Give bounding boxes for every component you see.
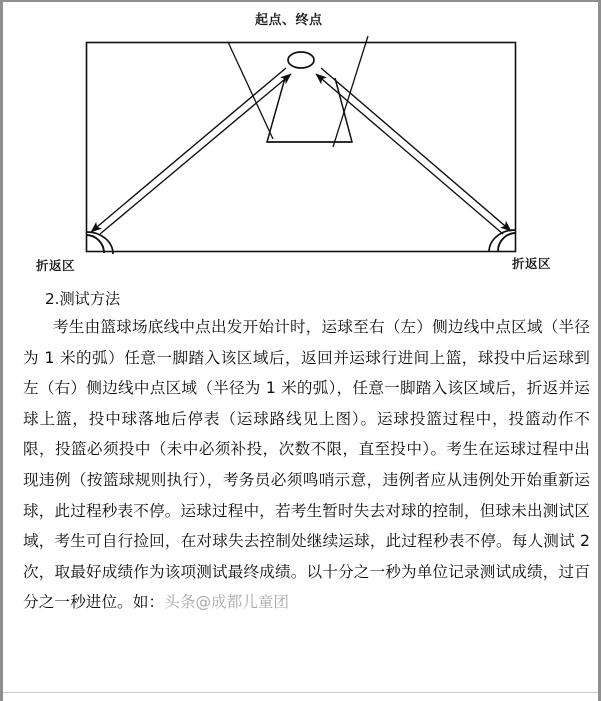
site-watermark: 头条@成都儿童团	[164, 593, 290, 612]
right-path-down-arrow	[321, 68, 511, 231]
section-heading: 2.测试方法	[45, 290, 121, 308]
court-diagram-svg	[3, 2, 601, 284]
court-boundary-rect	[87, 43, 516, 252]
left-path-down-arrow	[91, 68, 286, 232]
right-turn-arc	[498, 233, 516, 251]
left-path-up-arrow	[100, 74, 291, 234]
diagram-label-turn-zone-left: 折返区	[36, 258, 76, 273]
diagram-label-turn-zone-right: 折返区	[512, 256, 552, 271]
free-throw-key-outline	[267, 78, 352, 142]
hoop-ring-icon	[288, 52, 314, 68]
article-body	[3, 286, 601, 618]
court-diagram	[3, 2, 601, 284]
leader-line-left	[228, 42, 273, 139]
body-paragraph	[23, 312, 590, 618]
right-path-up-arrow	[316, 74, 503, 234]
diagram-label-start-end: 起点、终点	[255, 13, 323, 28]
page-bottom-edge	[3, 692, 601, 701]
body-paragraph-text: 考生由篮球场底线中点出发开始计时，运球至右（左）侧边线中点区域（半径为 1 米的弧）任意一脚踏入该区域后，返回并运球行进间上篮，球投中后运球到左（右）侧边线中点区域（半径为 1 米的弧），任意一脚踏入该区域后，折返并运球上篮，投中球落地后停表（运球路线见上图）。运球投篮过程中，投篮动作不限，投篮必须投中（未中必须补投，次数不限，直至投中）。考生在运球过程中出现违例（按篮球规则执行），考务员必须鸣哨示意，违例者应从违例处开始重新运球，此过程秒表不停。运球过程中，若考生暂时失去对球的控制，但球未出测试区域，考生可自行捡回，在对球失去控制处继续运球，此过程秒表不停。每人测试 2 次，取最好成绩作为该项测试最终成绩。以十分之一秒为单位记录测试成绩，过百分之一秒进位。如：	[23, 318, 590, 612]
left-turn-arc	[86, 235, 104, 253]
